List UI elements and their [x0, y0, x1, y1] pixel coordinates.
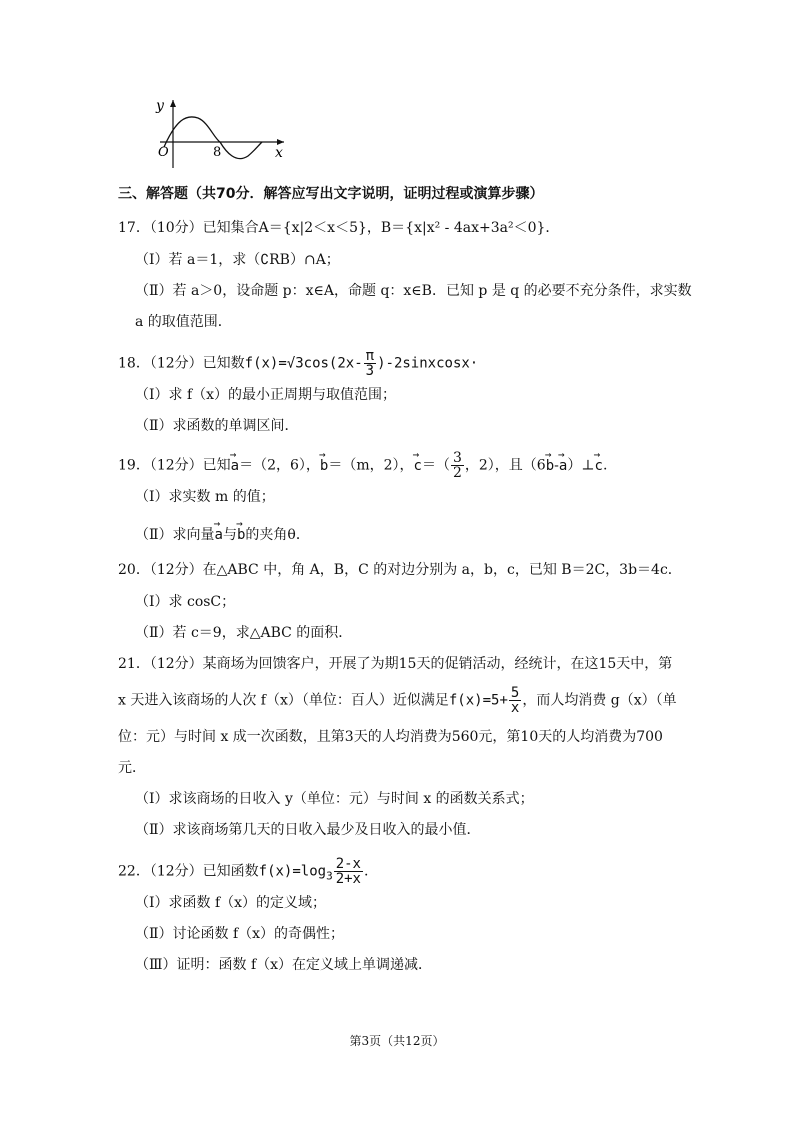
- q19-part2-b: 的夹角θ．: [245, 527, 310, 543]
- q21-line1: 21．（12分）某商场为回馈客户，开展了为期15天的促销活动，经统计，在这15天中，第: [118, 656, 673, 672]
- q21-line2: [118, 686, 677, 715]
- q19-stem-text: 19．（12分）已知: [118, 457, 231, 474]
- q18-fraction: [364, 349, 376, 378]
- q18-stem-text: 18．（12分）已知数: [118, 355, 245, 372]
- q19-eq-c-a: ＝（: [421, 457, 450, 474]
- q19-minus: -: [554, 457, 559, 474]
- q21-frac-num: 5: [510, 685, 520, 701]
- q18-part2: （Ⅱ）求函数的单调区间．: [135, 418, 299, 434]
- q17-stem-sets: A＝{x|2＜x＜5}，B＝{x|x² - 4ax+3a²＜0}．: [258, 220, 560, 236]
- vector-b-2: → b: [546, 456, 554, 476]
- q20-stem: 20．（12分）在△ABC 中，角 A，B，C 的对边分别为 a，b，c，已知 B＝2C，3b＝4c．: [118, 562, 682, 578]
- q19-frac-num: 3: [452, 450, 462, 466]
- q19-fraction: [451, 451, 464, 480]
- q19-part2-mid: 与: [222, 527, 237, 543]
- vector-c: → c: [414, 456, 422, 476]
- page-footer: 第3页（共12页）: [349, 1034, 445, 1048]
- q22-stem-text: 22．（12分）已知函数: [118, 863, 259, 880]
- vector-a-3: → a: [215, 525, 223, 545]
- q19-part1: （Ⅰ）求实数 m 的值；: [135, 489, 275, 505]
- q21-line2-a: x 天进入该商场的人次 f（x）（单位：百人）近似满足: [118, 692, 449, 709]
- vector-a-2: → a: [559, 456, 567, 476]
- q20-part1: （Ⅰ）求 cosC；: [135, 594, 236, 610]
- vector-b-3: → b: [237, 525, 245, 545]
- q22-end: .: [364, 863, 369, 880]
- section-title: 三、解答题（共70分．解答应写出文字说明，证明过程或演算步骤）: [118, 186, 544, 202]
- q19-eq-a: ＝（2，6），: [239, 457, 320, 474]
- q19-eq-c-b: ，2），且（6: [464, 457, 546, 474]
- q18-part1: （Ⅰ）求 f（x）的最小正周期与取值范围；: [135, 387, 397, 403]
- vector-a: → a: [231, 456, 239, 476]
- q19-end: .: [602, 457, 608, 474]
- q21-line4: 元．: [118, 760, 146, 776]
- q21-line2-b: ，而人均消费 g（x）（单: [522, 692, 677, 709]
- q19-frac-den: 2: [452, 465, 462, 481]
- q21-frac-den: x: [510, 700, 520, 716]
- q22-frac-num: 2-x: [335, 856, 361, 872]
- q18-frac-den: 3: [365, 363, 375, 379]
- q19-stem: [118, 451, 607, 480]
- q21-part2: （Ⅱ）求该商场第几天的日收入最少及日收入的最小值．: [135, 822, 481, 838]
- origin-label: O: [158, 145, 169, 160]
- q19-part2: [135, 525, 310, 545]
- q22-part3: （Ⅲ）证明：函数 f（x）在定义域上单调递减．: [135, 957, 433, 973]
- q19-close: ）⊥: [567, 457, 595, 474]
- q22-func: f(x)=log: [258, 863, 327, 880]
- q22-fraction: [334, 857, 363, 886]
- q21-func: f(x)=5+: [448, 692, 508, 709]
- q17-part2: （Ⅱ）若 a＞0，设命题 p：x∈A，命题 q：x∈B．已知 p 是 q 的必要不充分条件，求实数: [135, 283, 692, 299]
- q17-part1: （Ⅰ）若 a＝1，求（∁RB）∩A；: [135, 252, 340, 268]
- x-tick-label: 8: [213, 145, 222, 160]
- q19-part2-a: （Ⅱ）求向量: [135, 527, 215, 543]
- q22-part2: （Ⅱ）讨论函数 f（x）的奇偶性；: [135, 926, 345, 942]
- q22-stem: [118, 857, 368, 886]
- q22-frac-den: 2+x: [335, 871, 361, 887]
- y-axis-arrow: [170, 100, 176, 107]
- vector-b: → b: [320, 456, 328, 476]
- sine-graph: [138, 94, 288, 172]
- q22-part1: （Ⅰ）求函数 f（x）的定义域；: [135, 895, 327, 911]
- q21-line3: 位：元）与时间 x 成一次函数，且第3天的人均消费为560元，第10天的人均消费为700: [118, 729, 663, 745]
- vector-c-2: → c: [595, 456, 603, 476]
- q18-stem: [118, 349, 478, 378]
- q17-stem: [118, 218, 559, 238]
- q19-eq-b: ＝（m，2），: [328, 457, 414, 474]
- q21-part1: （Ⅰ）求该商场的日收入 y（单位：元）与时间 x 的函数关系式；: [135, 791, 534, 807]
- q18-func-a: f(x)=√3cos(2x-: [244, 355, 363, 372]
- q21-fraction: [509, 686, 521, 715]
- q17-part2-cont: a 的取值范围．: [135, 314, 232, 330]
- q17-stem-prefix: 17．（10分）已知集合: [118, 220, 259, 236]
- y-axis-label: y: [156, 98, 164, 114]
- q22-log-base: 3: [326, 869, 333, 883]
- x-axis-label: x: [275, 145, 283, 161]
- q18-func-b: )-2sinxcosx·: [377, 355, 479, 372]
- q20-part2: （Ⅱ）若 c＝9，求△ABC 的面积．: [135, 625, 353, 641]
- q18-frac-num: π: [365, 348, 375, 364]
